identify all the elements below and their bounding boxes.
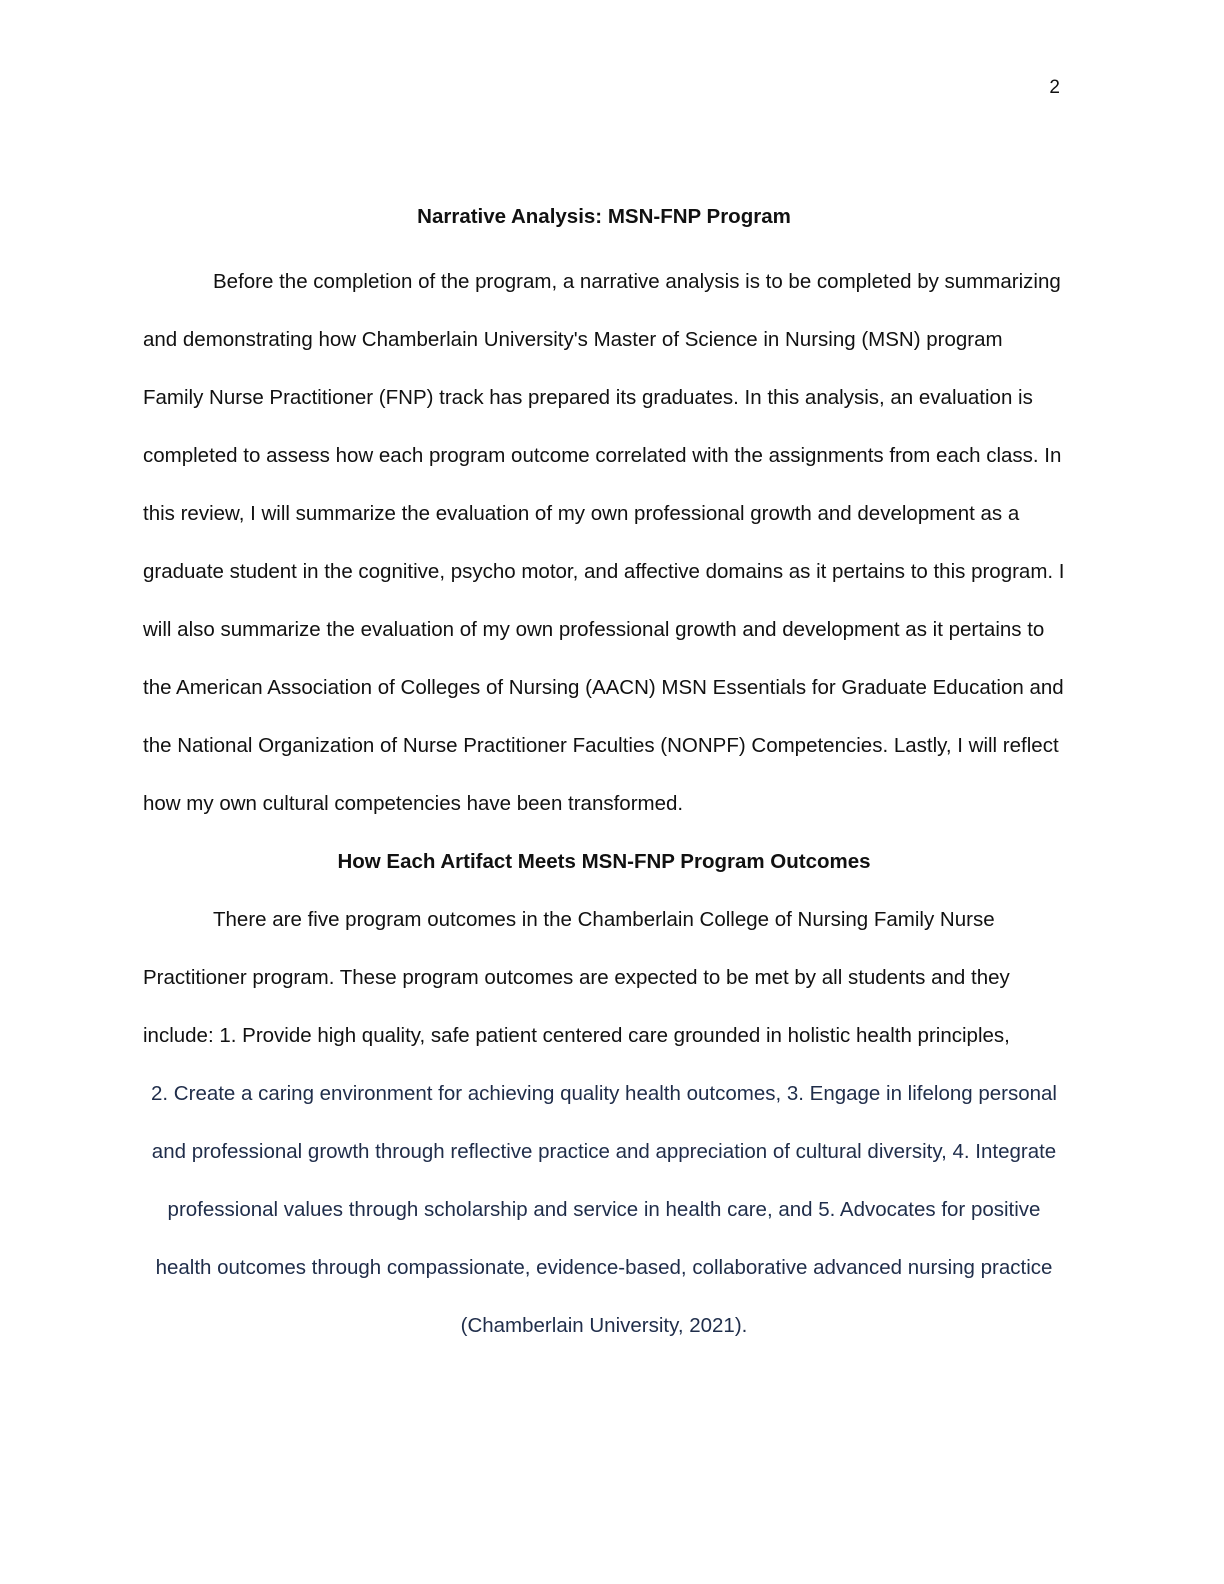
document-body: [143, 198, 1065, 1355]
document-title: Narrative Analysis: MSN-FNP Program: [417, 205, 791, 228]
outcomes-list-paragraph: 2. Create a caring environment for achieving quality health outcomes, 3. Engage in lifelong personal and professional growth through reflective practice and appreciation of cultural diversity, 4. Integrate professional values through scholarship and service in health care, and 5. Advocates for positive health outcomes through compassionate, evidence-based, collaborative advanced nursing practice (Chamberlain University, 2021).: [151, 1082, 1057, 1337]
intro-paragraph: Before the completion of the program, a narrative analysis is to be completed by summarizing and demonstrating how Chamberlain University's Master of Science in Nursing (MSN) program Family Nurse Practitioner (FNP) track has prepared its graduates. In this analysis, an evaluation is completed to assess how each program outcome correlated with the assignments from each class. In this review, I will summarize the evaluation of my own professional growth and development as a graduate student in the cognitive, psycho motor, and affective domains as it pertains to this program. I will also summarize the evaluation of my own professional growth and development as it pertains to the American Association of Colleges of Nursing (AACN) MSN Essentials for Graduate Education and the National Organization of Nurse Practitioner Faculties (NONPF) Competencies. Lastly, I will reflect how my own cultural competencies have been transformed.: [143, 270, 1065, 815]
section-heading: How Each Artifact Meets MSN-FNP Program Outcomes: [337, 850, 871, 873]
page-number: 2: [1049, 77, 1060, 98]
outcomes-intro-paragraph: There are five program outcomes in the Chamberlain College of Nursing Family Nurse Practitioner program. These program outcomes are expected to be met by all students and they include: 1. Provide high quality, safe patient centered care grounded in holistic health principles,: [143, 908, 1010, 1047]
